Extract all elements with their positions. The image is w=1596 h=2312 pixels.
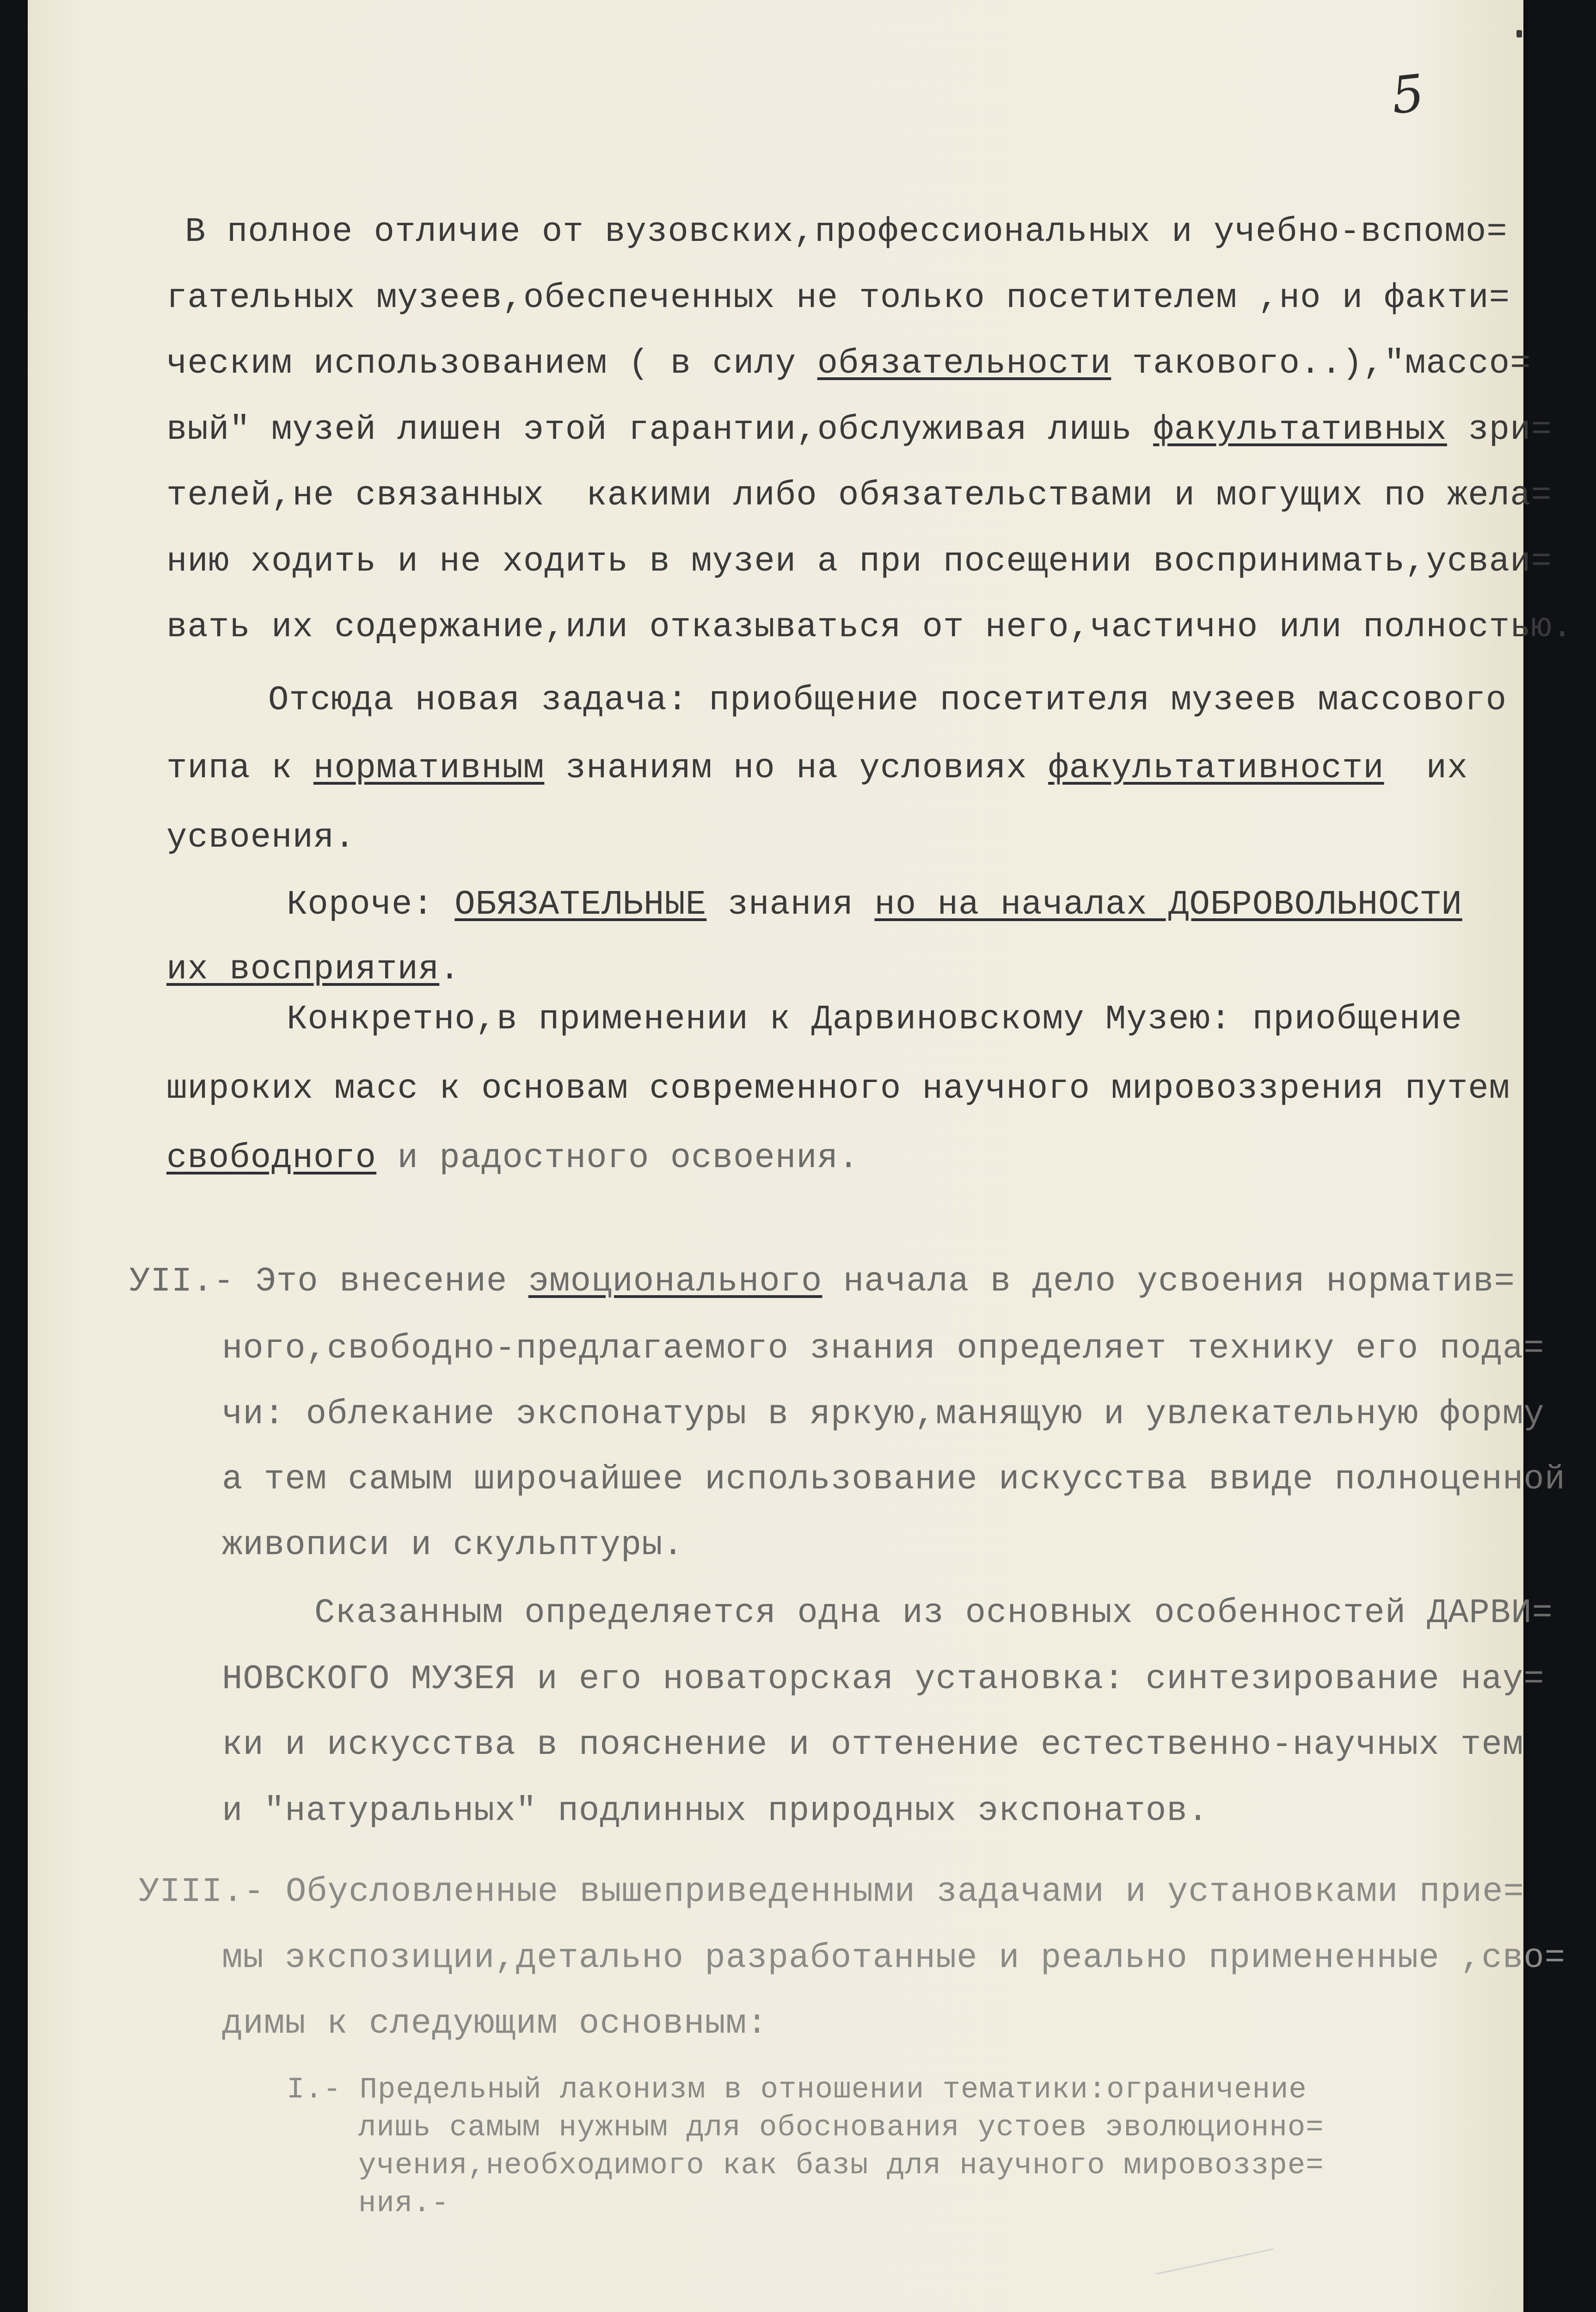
list-item-line: учения,необходимого как базы для научного мировоззре= — [358, 2149, 1324, 2183]
text-line: Сказанным определяется одна из основных особенностей ДАРВИ= — [314, 1594, 1553, 1633]
page-number: 5 — [1388, 63, 1427, 126]
underlined-term: эмоционального — [528, 1262, 823, 1301]
text-line: их восприятия. — [166, 950, 460, 989]
text-line: В полное отличие от вузовских,профессиональных и учебно-вспомо= — [185, 213, 1508, 252]
text-line: чи: облекание экспонатуры в яркую,манящую и увлекательную форму — [222, 1395, 1545, 1434]
text-line: усвоения. — [166, 818, 356, 857]
text-line: а тем самым широчайшее использование искусства ввиде полноценной — [222, 1460, 1566, 1499]
document-page — [28, 0, 1573, 2312]
text-line: вать их содержание,или отказываться от него,частично или полностью. — [166, 608, 1573, 647]
underlined-term: нормативным — [313, 749, 545, 788]
text-line: гательных музеев,обеспеченных не только посетителем ,но и факти= — [166, 279, 1510, 318]
text-line: ческим использованием ( в силу обязательности такового..),"массо= — [166, 344, 1531, 383]
text-line: мы экспозиции,детально разработанные и реально примененные ,сво= — [222, 1939, 1566, 1978]
text-line: телей,не связанных какими либо обязательствами и могущих по жела= — [166, 476, 1552, 515]
text-line: нию ходить и не ходить в музеи а при посещении воспринимать,усваи= — [166, 542, 1552, 581]
text-line: УII.- Это внесение эмоционального начала в дело усвоения норматив= — [129, 1262, 1515, 1301]
pencil-mark — [1149, 2217, 1273, 2275]
underlined-term: ОБЯЗАТЕЛЬНЫЕ — [454, 885, 707, 924]
text-line: УIII.- Обусловленные вышеприведенными задачами и установками прие= — [139, 1873, 1524, 1912]
underlined-term: обязательности — [817, 344, 1111, 383]
text-line: Отсюда новая задача: приобщение посетителя музеев массового — [268, 681, 1507, 720]
text-line: и "натуральных" подлинных природных экспонатов. — [222, 1792, 1209, 1831]
text-line: Конкретно,в применении к Дарвиновскому Музею: приобщение — [287, 1000, 1462, 1039]
text-line: свободного и радостного освоения. — [166, 1139, 859, 1178]
text-line: НОВСКОГО МУЗЕЯ и его новаторская установка: синтезирование нау= — [222, 1660, 1545, 1699]
section-label: УIII.- — [139, 1873, 265, 1912]
underlined-term: их восприятия — [166, 950, 440, 989]
staple-mark — [1516, 30, 1522, 37]
text-line: ки и искусства в пояснение и оттенение естественно-научных тем — [222, 1726, 1524, 1765]
text-line: димы к следующим основным: — [222, 2005, 768, 2043]
text-line: Короче: ОБЯЗАТЕЛЬНЫЕ знания но на началах ДОБРОВОЛЬНОСТИ — [287, 885, 1462, 924]
list-item-line: I.- Предельный лаконизм в отношении тематики:ограничение — [287, 2073, 1307, 2107]
text-line: вый" музей лишен этой гарантии,обслуживая лишь факультативных зри= — [166, 411, 1552, 449]
list-item-line: ния.- — [358, 2187, 450, 2220]
text-line: ного,свободно-предлагаемого знания определяет технику его пода= — [222, 1329, 1545, 1368]
underlined-term: факультативности — [1048, 749, 1384, 788]
text-line: широких масс к основам современного научного мировоззрения путем — [166, 1070, 1510, 1108]
text-line: типа к нормативным знаниям но на условиях факультативности их — [166, 749, 1468, 788]
underlined-term: но на началах ДОБРОВОЛЬНОСТИ — [874, 885, 1462, 924]
section-label: УII.- — [129, 1262, 235, 1301]
underlined-term: факультативных — [1153, 411, 1447, 449]
list-item-label: I.- — [287, 2073, 342, 2107]
list-item-line: лишь самым нужным для обоснования устоев эволюционно= — [358, 2111, 1324, 2145]
text-line: живописи и скульптуры. — [222, 1526, 684, 1565]
underlined-term: свободного — [166, 1139, 377, 1178]
